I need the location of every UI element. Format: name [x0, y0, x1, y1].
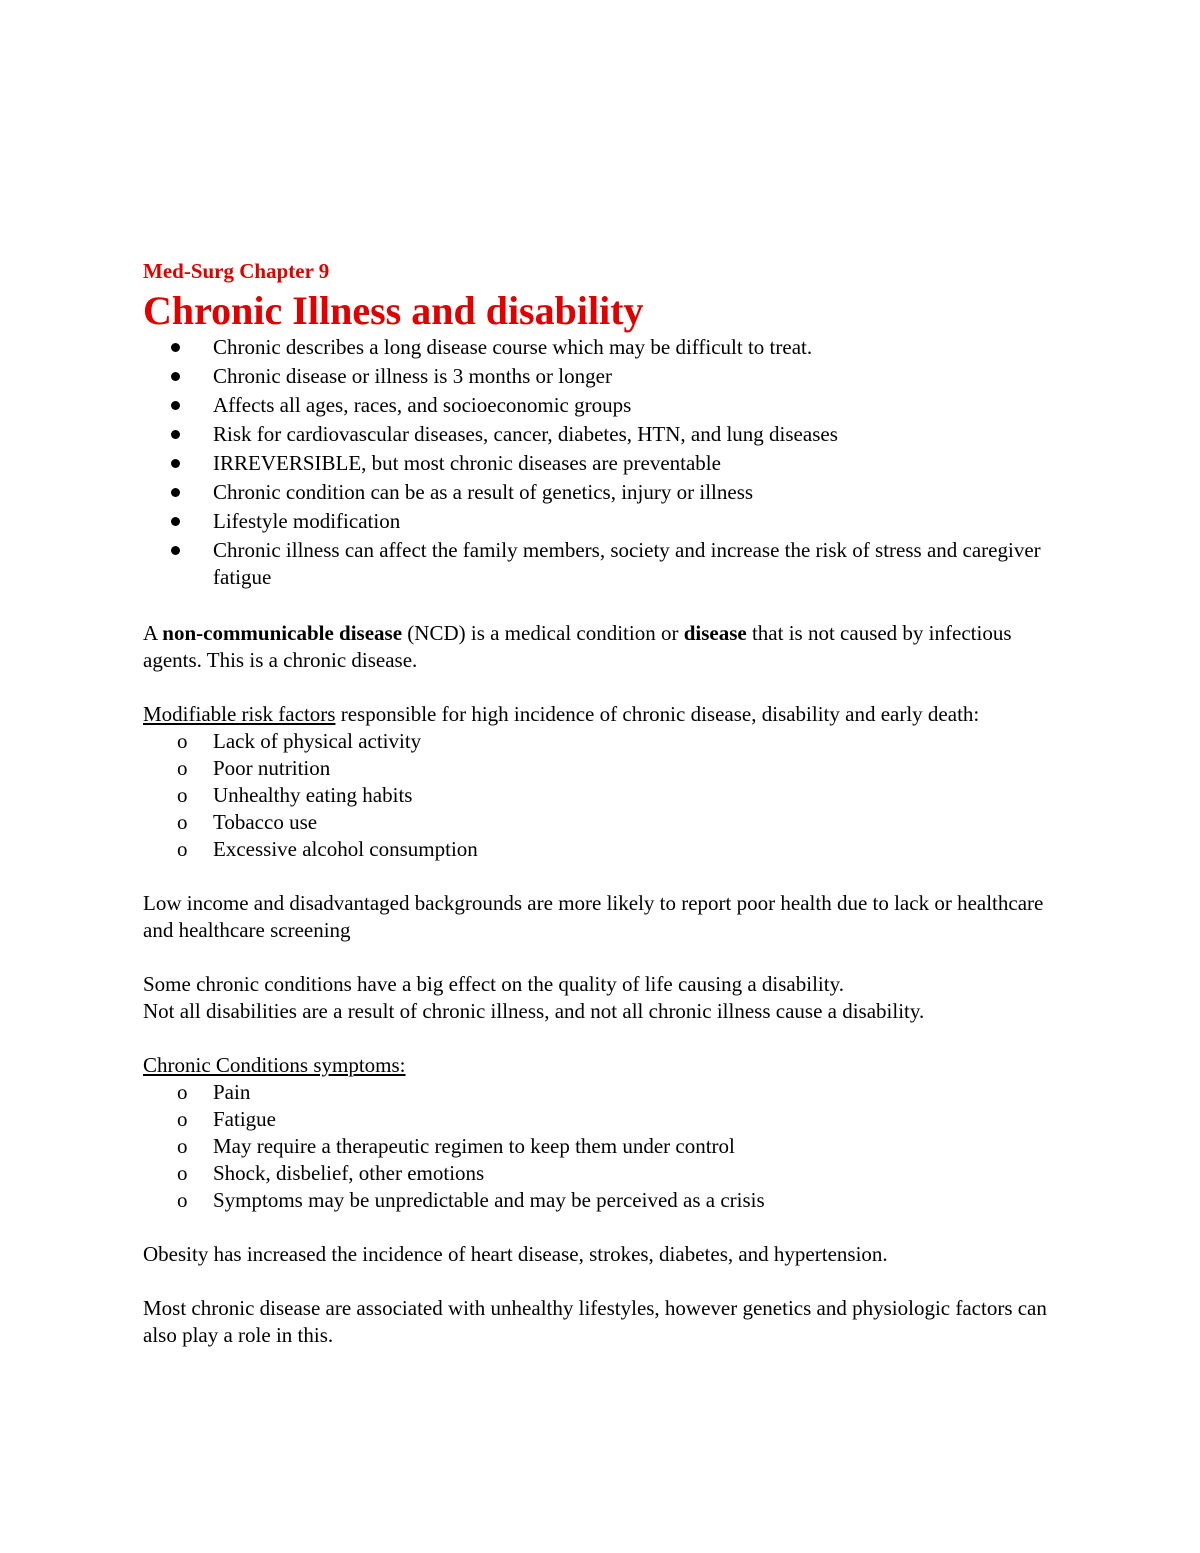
- list-item: o Tobacco use: [177, 810, 318, 834]
- bullet-icon: [171, 517, 180, 526]
- lifestyles-paragraph: Most chronic disease are associated with unhealthy lifestyles, however genetics and physiologic factors can also play a role in this.: [143, 1296, 1047, 1347]
- list-item: Chronic describes a long disease course which may be difficult to treat.: [143, 334, 1063, 361]
- page-title: Chronic Illness and disability: [143, 288, 644, 333]
- list-item: Affects all ages, races, and socioeconomic groups: [143, 392, 1063, 419]
- low-income-paragraph: Low income and disadvantaged backgrounds are more likely to report poor health due to lack or healthcare and healthcare screening: [143, 891, 1044, 942]
- list-item: o Shock, disbelief, other emotions: [177, 1161, 485, 1185]
- list-item: o Unhealthy eating habits: [177, 783, 413, 807]
- circle-bullet-icon: o: [177, 837, 188, 861]
- modifiable-risk-heading: Modifiable risk factors: [143, 702, 336, 726]
- disease-term: disease: [683, 621, 747, 645]
- circle-bullet-icon: o: [177, 756, 188, 780]
- intro-bullet-list: [143, 334, 1063, 591]
- list-item: o Symptoms may be unpredictable and may be perceived as a crisis: [177, 1188, 765, 1212]
- list-item: o Fatigue: [177, 1107, 276, 1131]
- chapter-label: Med-Surg Chapter 9: [143, 259, 330, 283]
- circle-bullet-icon: o: [177, 783, 188, 807]
- circle-bullet-icon: o: [177, 729, 188, 753]
- list-item: o Pain: [177, 1080, 251, 1104]
- symptoms-heading: Chronic Conditions symptoms:: [143, 1053, 406, 1077]
- obesity-paragraph: Obesity has increased the incidence of heart disease, strokes, diabetes, and hypertension.: [143, 1242, 888, 1266]
- modifiable-risk-paragraph: Modifiable risk factors responsible for high incidence of chronic disease, disability and early death:: [143, 702, 980, 726]
- circle-bullet-icon: o: [177, 810, 188, 834]
- list-item: o Lack of physical activity: [177, 729, 422, 753]
- bullet-icon: [171, 459, 180, 468]
- bullet-icon: [171, 546, 180, 555]
- bullet-icon: [171, 401, 180, 410]
- list-item: IRREVERSIBLE, but most chronic diseases are preventable: [143, 450, 1063, 477]
- list-item: Chronic illness can affect the family members, society and increase the risk of stress and caregiver fatigue: [143, 537, 1063, 591]
- circle-bullet-icon: o: [177, 1188, 188, 1212]
- list-item: Risk for cardiovascular diseases, cancer, diabetes, HTN, and lung diseases: [143, 421, 1063, 448]
- bullet-icon: [171, 372, 180, 381]
- list-item: o May require a therapeutic regimen to keep them under control: [177, 1134, 735, 1158]
- modifiable-risk-list: [143, 728, 1063, 863]
- document-content: [143, 256, 1063, 1349]
- list-item: Chronic disease or illness is 3 months or longer: [143, 363, 1063, 390]
- circle-bullet-icon: o: [177, 1080, 188, 1104]
- bullet-icon: [171, 343, 180, 352]
- ncd-paragraph: A non-communicable disease (NCD) is a medical condition or disease that is not caused by infectious agents. This is a chronic disease.: [143, 621, 1012, 672]
- symptoms-list: [143, 1079, 1063, 1214]
- list-item: Lifestyle modification: [143, 508, 1063, 535]
- list-item: o Poor nutrition: [177, 756, 331, 780]
- disability-paragraph-line-2: Not all disabilities are a result of chronic illness, and not all chronic illness cause a disability.: [143, 999, 925, 1023]
- bullet-icon: [171, 488, 180, 497]
- list-item: Chronic condition can be as a result of genetics, injury or illness: [143, 479, 1063, 506]
- ncd-term: non-communicable disease: [162, 621, 403, 645]
- disability-paragraph-line-1: Some chronic conditions have a big effect on the quality of life causing a disability.: [143, 972, 844, 996]
- bullet-icon: [171, 430, 180, 439]
- circle-bullet-icon: o: [177, 1161, 188, 1185]
- circle-bullet-icon: o: [177, 1134, 188, 1158]
- list-item: o Excessive alcohol consumption: [177, 837, 478, 861]
- circle-bullet-icon: o: [177, 1107, 188, 1131]
